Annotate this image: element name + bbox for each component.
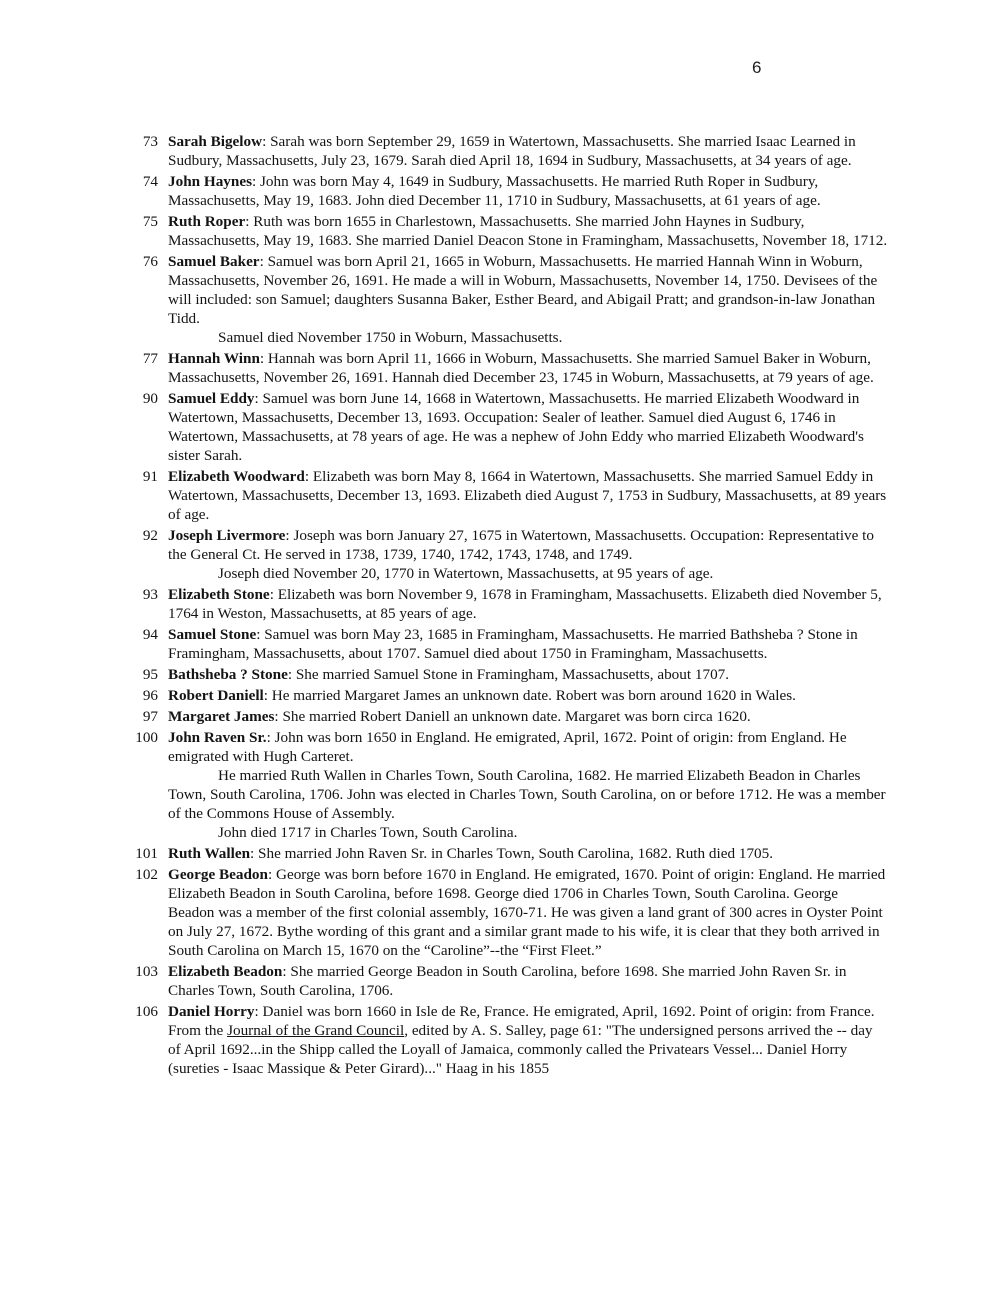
genealogy-entry — [128, 172, 888, 210]
entry-text — [168, 686, 888, 705]
entry-number: 101 — [135, 845, 158, 862]
entry-paragraph — [168, 962, 888, 1000]
person-name: Joseph Livermore — [168, 527, 286, 544]
entry-paragraph — [168, 212, 888, 250]
entry-number: 92 — [142, 527, 158, 544]
genealogy-entry — [128, 686, 888, 705]
entry-body-text: : She married Robert Daniell an unknown date. Margaret was born circa 1620. — [274, 708, 751, 725]
person-name: Ruth Roper — [168, 213, 246, 230]
genealogy-entry — [128, 844, 888, 863]
entry-number: 103 — [135, 963, 158, 980]
entry-text — [168, 132, 888, 170]
entry-text — [168, 665, 888, 684]
entry-number: 77 — [142, 350, 158, 367]
entry-text — [168, 728, 888, 842]
entry-text — [168, 389, 888, 465]
journal-title: Journal of the Grand Council — [227, 1022, 405, 1039]
genealogy-entry — [128, 585, 888, 623]
genealogy-entry — [128, 962, 888, 1000]
person-name: Ruth Wallen — [168, 845, 251, 862]
person-name: Samuel Baker — [168, 253, 260, 270]
entry-paragraph — [168, 526, 888, 564]
entry-body-text: : Sarah was born September 29, 1659 in Watertown, Massachusetts. She married Isaac Learned in Sudbury, Massachusetts, July 23, 1679. Sarah died April 18, 1694 in Sudbury, Massachusetts, at 34 years of age. — [168, 133, 856, 169]
entry-number: 94 — [142, 626, 158, 643]
person-name: Bathsheba ? Stone — [168, 666, 288, 683]
entry-text — [168, 585, 888, 623]
entry-text — [168, 467, 888, 524]
entry-number: 102 — [135, 866, 158, 883]
genealogy-entries — [128, 132, 888, 1080]
entry-body-text: : Samuel was born April 21, 1665 in Woburn, Massachusetts. He married Hannah Winn in Woburn, Massachusetts, November 26, 1691. He made a will in Woburn, Massachusetts, November 14, 1750. Devisees of the will included: son Samuel; daughters Susanna Baker, Esther Beard, and Abigail Pratt; and grandson-in-law Jonathan Tidd. — [168, 253, 878, 327]
entry-body-text: : Daniel was born 1660 in Isle de Re, France. He emigrated, April, 1692. Point of origin: from France. From the — [168, 1003, 875, 1039]
entry-body-text: : Ruth was born 1655 in Charlestown, Massachusetts. She married John Haynes in Sudbury, Massachusetts, May 19, 1683. She married Daniel Deacon Stone in Framingham, Massachusetts, November 18, 1712. — [168, 213, 888, 249]
genealogy-entry — [128, 865, 888, 960]
person-name: Daniel Horry — [168, 1003, 255, 1020]
entry-paragraph — [168, 564, 888, 583]
genealogy-entry — [128, 389, 888, 465]
entry-paragraph — [168, 467, 888, 524]
entry-paragraph — [168, 766, 888, 823]
genealogy-entry — [128, 252, 888, 347]
entry-number: 90 — [142, 390, 158, 407]
entry-body-text: : Hannah was born April 11, 1666 in Woburn, Massachusetts. She married Samuel Baker in Woburn, Massachusetts, November 26, 1691. Hannah died December 23, 1745 in Woburn, Massachusetts, at 79 years of age. — [168, 350, 874, 386]
entry-text — [168, 962, 888, 1000]
entry-body-text: : Samuel was born May 23, 1685 in Framingham, Massachusetts. He married Bathsheba ? Stone in Framingham, Massachusetts, about 1707. Samuel died about 1750 in Framingham, Massachusetts. — [168, 626, 858, 662]
entry-paragraph — [168, 865, 888, 960]
entry-paragraph — [168, 389, 888, 465]
entry-paragraph — [168, 252, 888, 328]
entry-body-text: : She married George Beadon in South Carolina, before 1698. She married John Raven Sr. in Charles Town, South Carolina, 1706. — [168, 963, 847, 999]
entry-number: 95 — [142, 666, 158, 683]
entry-body-text: : She married Samuel Stone in Framingham, Massachusetts, about 1707. — [287, 666, 730, 683]
entry-number: 75 — [142, 213, 158, 230]
entry-text — [168, 526, 888, 583]
person-name: Sarah Bigelow — [168, 133, 263, 150]
page-number: 6 — [752, 58, 762, 77]
entry-body-text: : She married John Raven Sr. in Charles Town, South Carolina, 1682. Ruth died 1705. — [250, 845, 774, 862]
person-name: Samuel Stone — [168, 626, 257, 643]
entry-body-text: , edited by A. S. Salley, page 61: "The undersigned persons arrived the -- day of April 1692...in the Shipp called the Loyall of Jamaica, commonly called the Privatears Vessel... Daniel Horry (sureties - Isaac Massique & Peter Girard)..." Haag in his 1855 — [168, 1022, 873, 1077]
entry-number: 74 — [142, 173, 158, 190]
entry-paragraph — [168, 328, 888, 347]
entry-paragraph — [168, 625, 888, 663]
entry-number: 106 — [135, 1003, 158, 1020]
entry-body-text: : He married Margaret James an unknown date. Robert was born around 1620 in Wales. — [263, 687, 796, 704]
entry-paragraph — [168, 728, 888, 766]
genealogy-entry — [128, 132, 888, 170]
entry-number: 93 — [142, 586, 158, 603]
entry-number: 97 — [142, 708, 158, 725]
entry-body-text: : Samuel was born June 14, 1668 in Watertown, Massachusetts. He married Elizabeth Woodward in Watertown, Massachusetts, December 13, 1693. Occupation: Sealer of leather. Samuel died August 6, 1746 in Watertown, Massachusetts, at 78 years of age. He was a nephew of John Eddy who married Elizabeth Woodward's sister Sarah. — [168, 390, 864, 464]
entry-body-text: He married Ruth Wallen in Charles Town, South Carolina, 1682. He married Elizabeth Beadon in Charles Town, South Carolina, 1706. John was elected in Charles Town, South Carolina, on or before 1712. He was a member of the Commons House of Assembly. — [168, 767, 886, 822]
entry-text — [168, 844, 888, 863]
genealogy-entry — [128, 526, 888, 583]
genealogy-entry — [128, 707, 888, 726]
entry-paragraph — [168, 172, 888, 210]
entry-number: 100 — [135, 729, 158, 746]
entry-number: 76 — [142, 253, 158, 270]
genealogy-entry — [128, 665, 888, 684]
person-name: Elizabeth Stone — [168, 586, 270, 603]
person-name: Margaret James — [168, 708, 275, 725]
entry-body-text: Joseph died November 20, 1770 in Watertown, Massachusetts, at 95 years of age. — [218, 565, 714, 582]
entry-text — [168, 1002, 888, 1078]
person-name: Elizabeth Beadon — [168, 963, 283, 980]
entry-text — [168, 865, 888, 960]
entry-body-text: : John was born 1650 in England. He emigrated, April, 1672. Point of origin: from England. He emigrated with Hugh Carteret. — [168, 729, 847, 765]
genealogy-entry — [128, 467, 888, 524]
entry-text — [168, 349, 888, 387]
genealogy-entry — [128, 728, 888, 842]
genealogy-entry — [128, 1002, 888, 1078]
person-name: Robert Daniell — [168, 687, 264, 704]
person-name: Samuel Eddy — [168, 390, 255, 407]
entry-text — [168, 707, 888, 726]
genealogy-entry — [128, 212, 888, 250]
entry-body-text: John died 1717 in Charles Town, South Carolina. — [218, 824, 518, 841]
entry-paragraph — [168, 823, 888, 842]
person-name: George Beadon — [168, 866, 268, 883]
entry-number: 91 — [142, 468, 158, 485]
genealogy-entry — [128, 349, 888, 387]
entry-body-text: : Joseph was born January 27, 1675 in Watertown, Massachusetts. Occupation: Representative to the General Ct. He served in 1738, 1739, 1740, 1742, 1743, 1748, and 1749. — [168, 527, 874, 563]
person-name: John Raven Sr. — [168, 729, 267, 746]
entry-paragraph — [168, 665, 888, 684]
entry-paragraph — [168, 707, 888, 726]
entry-body-text: : John was born May 4, 1649 in Sudbury, Massachusetts. He married Ruth Roper in Sudbury, Massachusetts, May 19, 1683. John died December 11, 1710 in Sudbury, Massachusetts, at 61 years of age. — [168, 173, 821, 209]
entry-paragraph — [168, 844, 888, 863]
person-name: Elizabeth Woodward — [168, 468, 305, 485]
entry-text — [168, 172, 888, 210]
entry-paragraph — [168, 585, 888, 623]
genealogy-entry — [128, 625, 888, 663]
entry-body-text: : George was born before 1670 in England. He emigrated, 1670. Point of origin: England. He married Elizabeth Beadon in South Carolina, before 1698. George died 1706 in Charles Town, South Carolina. George Beadon was a member of the first colonial assembly, 1670-71. He was given a land grant of 300 acres in Oyster Point on July 27, 1672. Bythe wording of this grant and a similar grant made to his wife, it is clear that they both arrived in South Carolina on March 15, 1670 on the “Caroline”--the “First Fleet.” — [168, 866, 886, 959]
entry-paragraph — [168, 686, 888, 705]
entry-body-text: : Elizabeth was born May 8, 1664 in Watertown, Massachusetts. She married Samuel Eddy in Watertown, Massachusetts, December 13, 1693. Elizabeth died August 7, 1753 in Sudbury, Massachusetts, at 89 years of age. — [168, 468, 887, 523]
person-name: John Haynes — [168, 173, 252, 190]
entry-paragraph — [168, 132, 888, 170]
entry-text — [168, 252, 888, 347]
entry-paragraph — [168, 1002, 888, 1078]
entry-text — [168, 212, 888, 250]
entry-number: 96 — [142, 687, 158, 704]
entry-body-text: Samuel died November 1750 in Woburn, Massachusetts. — [218, 329, 563, 346]
entry-paragraph — [168, 349, 888, 387]
entry-text — [168, 625, 888, 663]
entry-number: 73 — [142, 133, 158, 150]
entry-body-text: : Elizabeth was born November 9, 1678 in Framingham, Massachusetts. Elizabeth died November 5, 1764 in Weston, Massachusetts, at 85 years of age. — [168, 586, 882, 622]
person-name: Hannah Winn — [168, 350, 260, 367]
